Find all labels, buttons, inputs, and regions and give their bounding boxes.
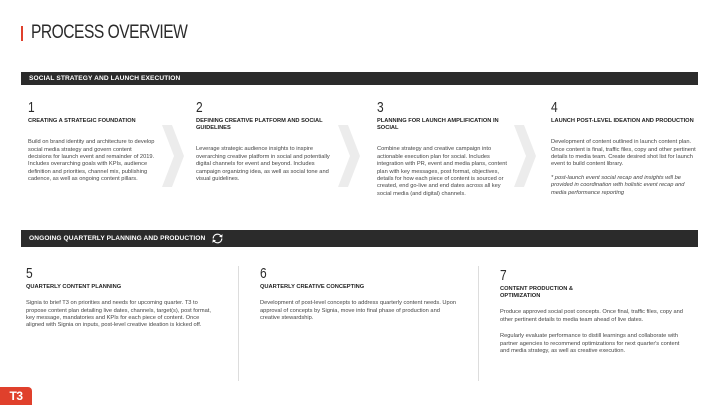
step-body: Development of post-level concepts to address quarterly content needs. Upon approval of concepts by Signia, move into final phase of production and creative stewardship. — [260, 300, 457, 322]
step-number: 6 — [260, 265, 267, 282]
title-accent-bar — [21, 26, 23, 41]
column-divider — [478, 266, 479, 381]
step-heading: QUARTERLY CONTENT PLANNING — [26, 284, 122, 290]
chevron-right-icon — [338, 125, 360, 187]
step-number: 5 — [26, 265, 33, 282]
step-body: Development of content outlined in launch content plan. Once content is final, traffic files, copy and other pertinent details to media team. Create desired shot list for launch event to build content library. — [551, 139, 696, 168]
chevron-right-icon — [514, 125, 536, 187]
step-heading: PLANNING FOR LAUNCH AMPLIFICATION IN SOCIAL — [377, 118, 499, 132]
page-title: PROCESS OVERVIEW — [31, 22, 188, 43]
section-label: SOCIAL STRATEGY AND LAUNCH EXECUTION — [29, 75, 181, 82]
step-1 — [28, 100, 156, 184]
t3-logo: T3 — [0, 387, 32, 405]
step-7 — [500, 268, 690, 355]
step-number: 3 — [377, 99, 384, 116]
chevron-right-icon — [162, 125, 184, 187]
step-number: 4 — [551, 99, 558, 116]
step-3 — [377, 100, 509, 198]
step-body-secondary: Regularly evaluate performance to distill learnings and collaborate with partner agencies to recommend optimizations for next quarter's content and media strategy, as well as creative execution. — [500, 333, 680, 355]
step-body: Combine strategy and creative campaign into actionable execution plan for social. Includes integration with PR, event and media plans, content plan with key messages, post format, objectives, details for how each piece of content is sourced or created, end go-live and end dates across all key social media (and digital) channels. — [377, 146, 507, 197]
step-4 — [551, 100, 699, 197]
step-note: * post-launch event social recap and insights will be provided in coordination with holistic event recap and media performance reporting — [551, 174, 685, 196]
step-number: 7 — [500, 267, 507, 284]
column-divider — [238, 266, 239, 381]
step-body: Produce approved social post concepts. Once final, traffic files, copy and other pertinent details to media team ahead of live dates. — [500, 309, 683, 323]
step-5 — [26, 266, 216, 330]
section-bar-quarterly-planning — [21, 230, 698, 247]
section-label: ONGOING QUARTERLY PLANNING AND PRODUCTION — [29, 235, 206, 242]
step-heading: DEFINING CREATIVE PLATFORM AND SOCIAL GUIDELINES — [196, 118, 323, 132]
step-number: 1 — [28, 99, 35, 116]
step-number: 2 — [196, 99, 203, 116]
step-2 — [196, 100, 331, 183]
step-heading: CREATING A STRATEGIC FOUNDATION — [28, 118, 136, 124]
step-6 — [260, 266, 460, 322]
step-body: Signia to brief T3 on priorities and needs for upcoming quarter. T3 to propose content plan detailing live dates, channels, target(s), post format, key message, mandatories and KPIs for each piece of content. Once aligned with Signia on inputs, post-level creative ideation is kicked off. — [26, 300, 211, 329]
step-heading: CONTENT PRODUCTION & OPTIMIZATION — [500, 286, 573, 300]
step-body: Build on brand identity and architecture to develop social media strategy and govern content decisions for launch event and remainder of 2019. Includes overarching goals with KPIs, audience definition and priorities, channel mix, publishing cadence, as well as ongoing content pillars. — [28, 139, 155, 183]
step-heading: QUARTERLY CREATIVE CONCEPTING — [260, 284, 365, 290]
step-heading: LAUNCH POST-LEVEL IDEATION AND PRODUCTION — [551, 118, 694, 124]
refresh-icon — [211, 233, 224, 244]
section-bar-social-strategy — [21, 72, 698, 85]
step-body: Leverage strategic audience insights to inspire overarching creative platform in social and potentially digital channels for event and beyond. Includes campaign organizing idea, as well as social tone and visual guidelines. — [196, 146, 330, 183]
title-block — [21, 22, 222, 44]
